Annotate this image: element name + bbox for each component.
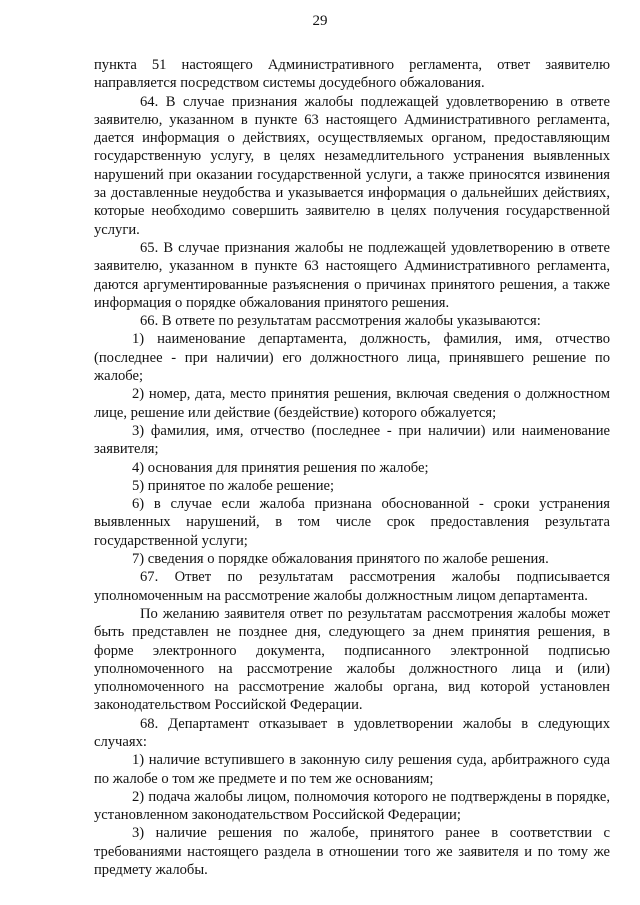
paragraph: По желанию заявителя ответ по результатам рассмотрения жалобы может быть представлен не позднее дня, следующего за днем принятия решения, в форме электронного документа, подписанного электронной подписью уполномоченного на рассмотрение жалобы должностного лица и (или) уполномоченного на рассмотрение жалобы органа, вид которой установлен законодательством Российской Федерации. <box>94 605 610 714</box>
page-number: 29 <box>312 13 328 29</box>
list-item: 1) наличие вступившего в законную силу решения суда, арбитражного суда по жалобе о том же предмете и по тем же основаниям; <box>94 752 610 787</box>
list-item: 5) принятое по жалобе решение; <box>132 477 335 494</box>
paragraph: 66. В ответе по результатам рассмотрения жалобы указываются: <box>140 313 541 330</box>
list-item: 6) в случае если жалоба признана обоснованной - сроки устранения выявленных нарушений, в том числе срок предоставления результата государственной услуги; <box>94 496 610 549</box>
list-item: 2) подача жалобы лицом, полномочия которого не подтверждены в порядке, установленном законодательством Российской Федерации; <box>94 788 610 824</box>
paragraph: 65. В случае признания жалобы не подлежащей удовлетворению в ответе заявителю, указанном в пункте 63 настоящего Административного регламента, даются аргументированные разъяснения о причинах принятого решения, а также информация о порядке обжалования принятого решения. <box>94 239 610 311</box>
paragraph: пункта 51 настоящего Административного регламента, ответ заявителю направляется посредством системы досудебного обжалования. <box>94 57 610 92</box>
list-item: 3) наличие решения по жалобе, принятого ранее в соответствии с требованиями настоящего раздела в отношении того же заявителя и по тому же предмету жалобы. <box>94 825 610 879</box>
list-item: 4) основания для принятия решения по жалобе; <box>132 459 429 476</box>
list-item: 3) фамилия, имя, отчество (последнее - при наличии) или наименование заявителя; <box>94 422 610 458</box>
paragraph: 67. Ответ по результатам рассмотрения жалобы подписывается уполномоченным на рассмотрение жалобы должностным лицом департамента. <box>94 569 610 604</box>
body-text <box>94 56 610 879</box>
list-item: 2) номер, дата, место принятия решения, включая сведения о должностном лице, решение или действие (бездействие) которого обжалуется; <box>94 386 610 421</box>
list-item: 7) сведения о порядке обжалования принятого по жалобе решения. <box>132 551 549 568</box>
list-item: 1) наименование департамента, должность, фамилия, имя, отчество (последнее - при наличии) его должностного лица, принявшего решение по жалобе; <box>94 331 610 385</box>
paragraph: 64. В случае признания жалобы подлежащей удовлетворению в ответе заявителю, указанном в пункте 63 настоящего Административного регламента, дается информация о действиях, осуществляемых органом, предоставляющим государственную услугу, в целях незамедлительного устранения выявленных нарушений при оказании государственной услуги, а также приносятся извинения за доставленные неудобства и указывается информация о дальнейших действиях, которые необходимо совершить заявителю в целях получения государственной услуги. <box>94 93 610 238</box>
paragraph: 68. Департамент отказывает в удовлетворении жалобы в следующих случаях: <box>94 715 610 750</box>
